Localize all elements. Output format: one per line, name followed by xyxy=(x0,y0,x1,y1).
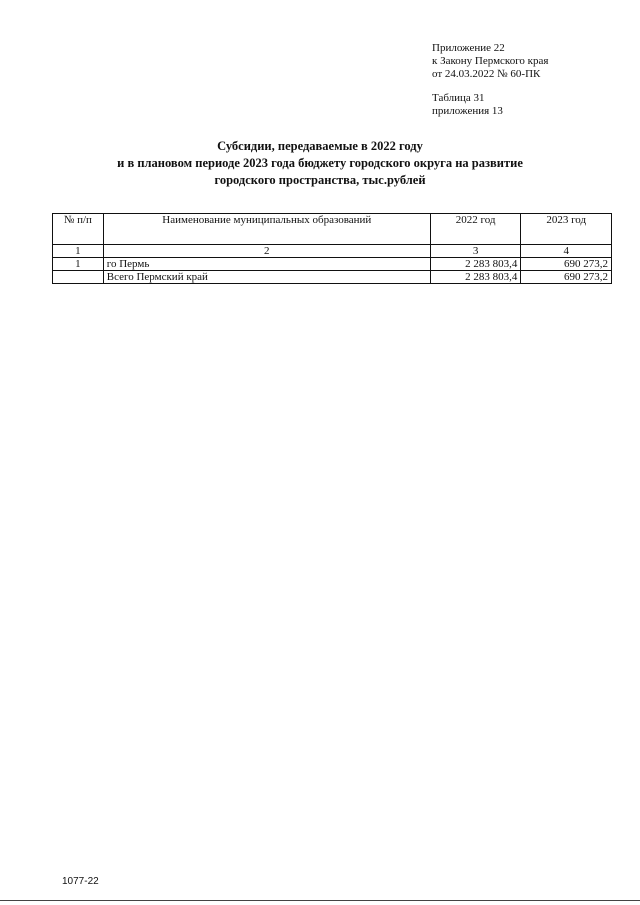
row-2022: 2 283 803,4 xyxy=(430,271,521,284)
table-ref-line-2: приложения 13 xyxy=(432,105,503,117)
index-cell: 3 xyxy=(430,245,521,258)
subsidies-table xyxy=(52,213,612,284)
row-name: Всего Пермский край xyxy=(103,271,430,284)
header-2022: 2022 год xyxy=(430,214,521,245)
header-2023: 2023 год xyxy=(521,214,612,245)
appendix-line-3: от 24.03.2022 № 60-ПК xyxy=(432,68,541,80)
title-line-3: городского пространства, тыс.рублей xyxy=(214,173,426,187)
table-ref-line-1: Таблица 31 xyxy=(432,92,485,104)
table-header-row xyxy=(53,214,612,245)
row-num xyxy=(53,271,104,284)
bottom-divider xyxy=(0,900,640,901)
table-index-row xyxy=(53,245,612,258)
title-line-1: Субсидии, передаваемые в 2022 году xyxy=(217,139,423,153)
table-row xyxy=(53,258,612,271)
index-cell: 4 xyxy=(521,245,612,258)
index-cell: 2 xyxy=(103,245,430,258)
header-name: Наименование муниципальных образований xyxy=(103,214,430,245)
row-num: 1 xyxy=(53,258,104,271)
row-name: го Пермь xyxy=(103,258,430,271)
document-code: 1077-22 xyxy=(62,876,99,887)
row-2022: 2 283 803,4 xyxy=(430,258,521,271)
table-total-row xyxy=(53,271,612,284)
row-2023: 690 273,2 xyxy=(521,271,612,284)
index-cell: 1 xyxy=(53,245,104,258)
appendix-line-1: Приложение 22 xyxy=(432,42,505,54)
table-reference xyxy=(432,92,503,118)
title-line-2: и в плановом периоде 2023 года бюджету городского округа на развитие xyxy=(117,156,523,170)
appendix-note xyxy=(432,42,548,81)
document-title xyxy=(60,138,580,189)
header-num: № п/п xyxy=(53,214,104,245)
row-2023: 690 273,2 xyxy=(521,258,612,271)
appendix-line-2: к Закону Пермского края xyxy=(432,55,549,67)
